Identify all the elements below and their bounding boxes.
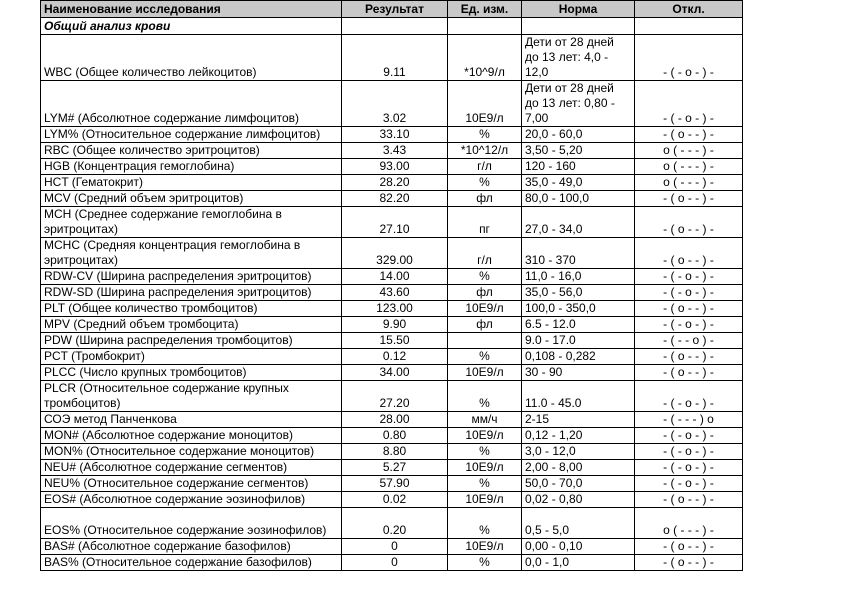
table-row [41,269,743,285]
result-value: 0.12 [342,349,448,365]
result-value: 34.00 [342,365,448,381]
norm-value: 0,0 - 1,0 [522,555,635,571]
result-value: 0.02 [342,492,448,508]
test-name: RDW-CV (Ширина распределения эритроцитов) [41,269,342,285]
deviation-value: - ( o - - ) - [635,301,743,317]
unit-value: % [448,444,522,460]
unit-value: % [448,349,522,365]
unit-value: 10E9/л [448,428,522,444]
table-row [41,301,743,317]
norm-value: 0,108 - 0,282 [522,349,635,365]
deviation-value: - ( o - - ) - [635,492,743,508]
norm-value: 11,0 - 16,0 [522,269,635,285]
norm-value: 27,0 - 34,0 [522,207,635,238]
deviation-value: - ( - o - ) - [635,81,743,127]
norm-value: 0,02 - 0,80 [522,492,635,508]
unit-value: % [448,381,522,412]
norm-value: 0,5 - 5,0 [522,508,635,539]
table-row [41,412,743,428]
deviation-value: - ( o - - ) - [635,539,743,555]
test-name: PDW (Ширина распределения тромбоцитов) [41,333,342,349]
table-row [41,555,743,571]
norm-value: 35,0 - 49,0 [522,175,635,191]
test-name: MCH (Среднее содержание гемоглобина в эритроцитах) [41,207,342,238]
result-value: 93.00 [342,159,448,175]
norm-value: Дети от 28 дней до 13 лет: 0,80 - 7,00 [522,81,635,127]
test-name: MON# (Абсолютное содержание моноцитов) [41,428,342,444]
result-value: 0.80 [342,428,448,444]
test-name: PLT (Общее количество тромбоцитов) [41,301,342,317]
result-value: 43.60 [342,285,448,301]
unit-value: % [448,508,522,539]
deviation-value: - ( o - - ) - [635,238,743,269]
deviation-value: - ( - o - ) - [635,444,743,460]
result-value: 57.90 [342,476,448,492]
unit-value: 10E9/л [448,365,522,381]
deviation-value: - ( o - - ) - [635,349,743,365]
result-value: 28.20 [342,175,448,191]
unit-value: фл [448,317,522,333]
unit-value: г/л [448,238,522,269]
deviation-value: - ( o - - ) - [635,555,743,571]
deviation-value: - ( - o - ) - [635,285,743,301]
result-value: 3.02 [342,81,448,127]
table-row [41,476,743,492]
result-value: 9.11 [342,35,448,81]
table-row [41,349,743,365]
test-name: BAS# (Абсолютное содержание базофилов) [41,539,342,555]
result-value: 0.20 [342,508,448,539]
norm-value: 3,0 - 12,0 [522,444,635,460]
table-row [41,381,743,412]
norm-value: 0,00 - 0,10 [522,539,635,555]
test-name: NEU# (Абсолютное содержание сегментов) [41,460,342,476]
table-row [41,492,743,508]
table-row [41,238,743,269]
unit-value: *10^9/л [448,35,522,81]
test-name: BAS% (Относительное содержание базофилов) [41,555,342,571]
norm-value: 50,0 - 70,0 [522,476,635,492]
result-value: 15.50 [342,333,448,349]
table-row [41,207,743,238]
result-value: 27.10 [342,207,448,238]
norm-value: 80,0 - 100,0 [522,191,635,207]
result-value: 3.43 [342,143,448,159]
deviation-value: - ( - o - ) - [635,476,743,492]
table-row [41,444,743,460]
result-value: 0 [342,539,448,555]
test-name: NEU% (Относительное содержание сегментов) [41,476,342,492]
deviation-value: - ( o - - ) - [635,207,743,238]
table-row [41,127,743,143]
test-name: СОЭ метод Панченкова [41,412,342,428]
unit-value: 10E9/л [448,539,522,555]
table-row [41,159,743,175]
test-name: LYM% (Относительное содержание лимфоцитов) [41,127,342,143]
norm-value: 30 - 90 [522,365,635,381]
norm-value: 11.0 - 45.0 [522,381,635,412]
section-title: Общий анализ крови [41,18,342,35]
unit-value: 10E9/л [448,492,522,508]
deviation-value: - ( o - - ) - [635,365,743,381]
result-value: 28.00 [342,412,448,428]
norm-value: 100,0 - 350,0 [522,301,635,317]
unit-value: % [448,175,522,191]
test-name: HCT (Гематокрит) [41,175,342,191]
header-name: Наименование исследования [41,1,342,18]
deviation-value: - ( - o - ) - [635,317,743,333]
result-value: 33.10 [342,127,448,143]
deviation-value: - ( o - - ) - [635,127,743,143]
deviation-value: o ( - - - ) - [635,175,743,191]
table-row [41,428,743,444]
norm-value: 2,00 - 8,00 [522,460,635,476]
result-value: 82.20 [342,191,448,207]
header-deviation: Откл. [635,1,743,18]
norm-value: 20,0 - 60,0 [522,127,635,143]
deviation-value: - ( - - - ) o [635,412,743,428]
norm-value: 310 - 370 [522,238,635,269]
unit-value: % [448,127,522,143]
table-row [41,143,743,159]
deviation-value: o ( - - - ) - [635,508,743,539]
deviation-value: - ( - o - ) - [635,381,743,412]
test-name: MON% (Относительное содержание моноцитов) [41,444,342,460]
deviation-value: - ( - o - ) - [635,460,743,476]
unit-value [448,333,522,349]
test-name: EOS% (Относительное содержание эозинофилов) [41,508,342,539]
deviation-value: - ( - - o ) - [635,333,743,349]
table-row [41,508,743,539]
test-name: RBC (Общее количество эритроцитов) [41,143,342,159]
test-name: WBC (Общее количество лейкоцитов) [41,35,342,81]
table-header-row [41,1,743,18]
table-row [41,539,743,555]
table-row [41,317,743,333]
result-value: 8.80 [342,444,448,460]
test-name: EOS# (Абсолютное содержание эозинофилов) [41,492,342,508]
norm-value: Дети от 28 дней до 13 лет: 4,0 - 12,0 [522,35,635,81]
result-value: 0 [342,555,448,571]
table-row [41,333,743,349]
test-name: PLCC (Число крупных тромбоцитов) [41,365,342,381]
table-row [41,365,743,381]
unit-value: % [448,555,522,571]
unit-value: 10E9/л [448,460,522,476]
norm-value: 2-15 [522,412,635,428]
header-norm: Норма [522,1,635,18]
deviation-value: - ( - o - ) - [635,428,743,444]
header-result: Результат [342,1,448,18]
norm-value: 9.0 - 17.0 [522,333,635,349]
test-name: MCHC (Средняя концентрация гемоглобина в эритроцитах) [41,238,342,269]
table-row [41,35,743,81]
table-row [41,285,743,301]
deviation-value: o ( - - - ) - [635,159,743,175]
unit-value: % [448,269,522,285]
unit-value: г/л [448,159,522,175]
test-name: PLCR (Относительное содержание крупных тромбоцитов) [41,381,342,412]
unit-value: фл [448,191,522,207]
norm-value: 35,0 - 56,0 [522,285,635,301]
header-unit: Ед. изм. [448,1,522,18]
test-name: RDW-SD (Ширина распределения эритроцитов) [41,285,342,301]
result-value: 27.20 [342,381,448,412]
test-name: HGB (Концентрация гемоглобина) [41,159,342,175]
table-row [41,460,743,476]
norm-value: 3,50 - 5,20 [522,143,635,159]
unit-value: 10E9/л [448,301,522,317]
unit-value: 10E9/л [448,81,522,127]
deviation-value: - ( - o - ) - [635,269,743,285]
table-row [41,81,743,127]
unit-value: % [448,476,522,492]
norm-value: 0,12 - 1,20 [522,428,635,444]
result-value: 14.00 [342,269,448,285]
unit-value: пг [448,207,522,238]
deviation-value: - ( - o - ) - [635,35,743,81]
test-name: LYM# (Абсолютное содержание лимфоцитов) [41,81,342,127]
blood-test-table [40,0,743,571]
result-value: 9.90 [342,317,448,333]
result-value: 5.27 [342,460,448,476]
test-name: MCV (Средний объем эритроцитов) [41,191,342,207]
test-name: PCT (Тромбокрит) [41,349,342,365]
result-value: 329.00 [342,238,448,269]
unit-value: мм/ч [448,412,522,428]
result-value: 123.00 [342,301,448,317]
table-row [41,175,743,191]
unit-value: *10^12/л [448,143,522,159]
norm-value: 120 - 160 [522,159,635,175]
norm-value: 6.5 - 12.0 [522,317,635,333]
test-name: MPV (Средний объем тромбоцита) [41,317,342,333]
deviation-value: - ( o - - ) - [635,191,743,207]
table-row [41,191,743,207]
unit-value: фл [448,285,522,301]
section-row [41,18,743,35]
deviation-value: o ( - - - ) - [635,143,743,159]
